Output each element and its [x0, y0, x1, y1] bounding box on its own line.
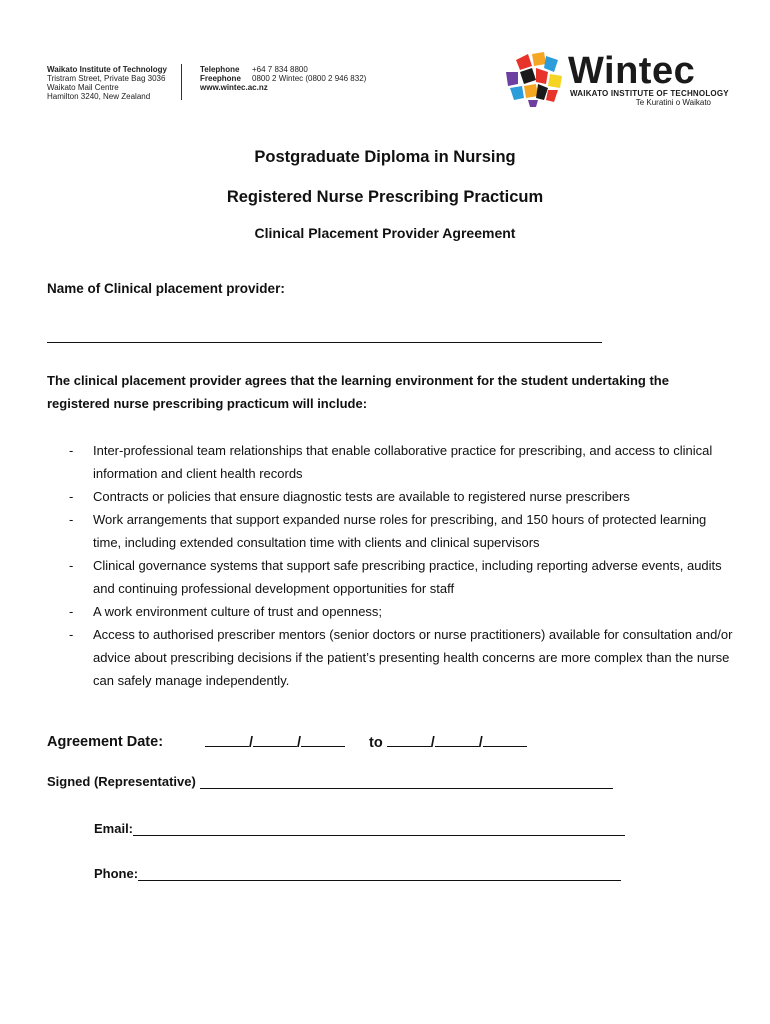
date-separator: /: [478, 735, 483, 751]
list-item-text: A work environment culture of trust and openness;: [93, 604, 383, 619]
signed-label: Signed (Representative): [47, 774, 196, 789]
contact-block: [200, 65, 366, 92]
email-field[interactable]: [133, 823, 625, 836]
list-item: [47, 600, 737, 623]
wintec-emblem-icon: [502, 50, 566, 108]
list-item-text: Inter-professional team relationships that enable collaborative practice for prescribing, and access to clinical information and client health records: [93, 443, 713, 481]
freephone-value: 0800 2 Wintec (0800 2 946 832): [252, 74, 367, 83]
list-item: [47, 485, 737, 508]
signature-field[interactable]: [200, 776, 613, 789]
list-item-text: Access to authorised prescriber mentors (senior doctors or nurse practitioners) available for consultation and/or advice about prescribing decisions if the patient’s presenting health concerns are more complex than the nurse can safely manage independently.: [93, 627, 733, 688]
email-label: Email:: [94, 821, 134, 836]
logo-maori-name: Te Kuratini o Waikato: [635, 98, 711, 107]
email-row: [94, 821, 625, 836]
document-heading: Clinical Placement Provider Agreement: [254, 225, 516, 241]
date-separator: /: [249, 735, 254, 751]
address-line: Tristram Street, Private Bag 3036: [47, 74, 166, 83]
provider-name-label: Name of Clinical placement provider:: [47, 281, 285, 296]
bullet-dash: -: [69, 558, 74, 573]
end-day-blank[interactable]: [387, 734, 431, 747]
date-separator: /: [430, 735, 435, 751]
end-year-blank[interactable]: [483, 734, 527, 747]
start-year-blank[interactable]: [301, 734, 345, 747]
date-separator: /: [297, 735, 302, 751]
phone-field[interactable]: [138, 868, 621, 881]
telephone-value: +64 7 834 8800: [252, 65, 308, 74]
bullet-dash: -: [69, 489, 74, 504]
end-date-field: [369, 734, 527, 751]
end-month-blank[interactable]: [435, 734, 479, 747]
list-item-text: Clinical governance systems that support safe prescribing practice, including reporting adverse events, audits and continuing professional development opportunities for staff: [93, 558, 722, 596]
list-item-text: Contracts or policies that ensure diagnostic tests are available to registered nurse prescribers: [93, 489, 630, 504]
phone-row: [94, 866, 621, 881]
list-item: [47, 554, 737, 600]
provider-name-field[interactable]: [47, 342, 602, 343]
address-line: Waikato Mail Centre: [47, 83, 119, 92]
bullet-dash: -: [69, 604, 74, 619]
list-item: [47, 439, 737, 485]
list-item: [47, 623, 737, 692]
start-month-blank[interactable]: [253, 734, 297, 747]
to-label: to: [369, 735, 383, 751]
logo-subtitle: WAIKATO INSTITUTE OF TECHNOLOGY: [570, 89, 729, 98]
address-line: Hamilton 3240, New Zealand: [47, 92, 151, 101]
telephone-label: Telephone: [200, 65, 240, 74]
logo-wordmark: Wintec: [568, 50, 696, 92]
start-day-blank[interactable]: [205, 734, 249, 747]
start-date-field[interactable]: [205, 734, 345, 751]
header-divider: [181, 64, 182, 100]
website-link[interactable]: www.wintec.ac.nz: [200, 83, 268, 92]
bullet-dash: -: [69, 627, 74, 642]
wintec-logo: [500, 48, 729, 110]
address-line: Waikato Institute of Technology: [47, 65, 167, 74]
requirements-list: [47, 439, 737, 692]
page-subtitle: Registered Nurse Prescribing Practicum: [226, 188, 544, 206]
list-item-text: Work arrangements that support expanded nurse roles for prescribing, and 150 hours of protected learning time, including extended consultation time with clients and clinical supervisors: [93, 512, 707, 550]
bullet-dash: -: [69, 512, 74, 527]
list-item: [47, 508, 737, 554]
page-title: Postgraduate Diploma in Nursing: [254, 148, 516, 166]
address-block: [47, 65, 167, 101]
phone-label: Phone:: [94, 866, 139, 881]
intro-paragraph: The clinical placement provider agrees that the learning environment for the student undertaking the registered nurse prescribing practicum will include:: [47, 373, 669, 411]
bullet-dash: -: [69, 443, 74, 458]
agreement-date-row: [47, 734, 567, 756]
freephone-label: Freephone: [200, 74, 241, 83]
agreement-date-label: Agreement Date:: [47, 734, 164, 750]
signature-row: [47, 774, 613, 789]
